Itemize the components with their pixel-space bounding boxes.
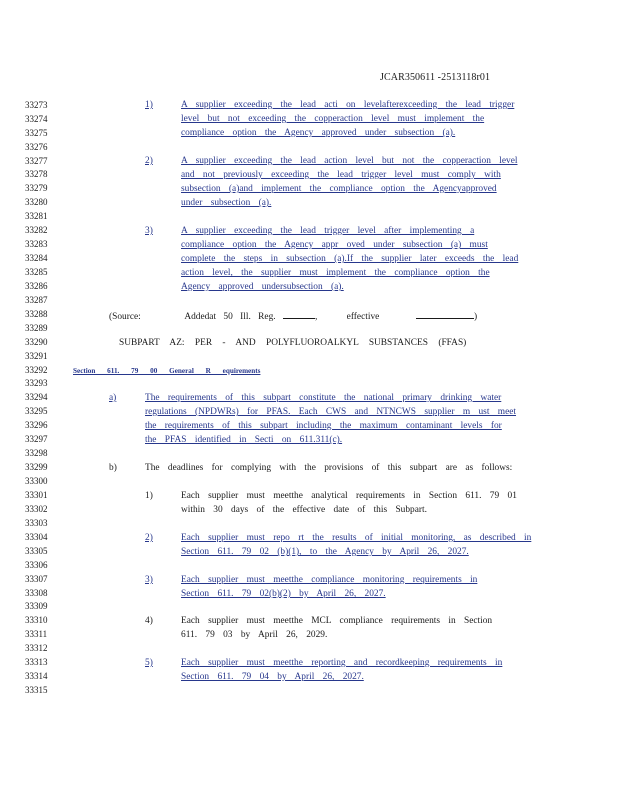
- line-number: 33287: [25, 295, 48, 305]
- reg-page-blank: [283, 310, 315, 319]
- subitem-text-line: within 30 days of the effective date of this Subpart.: [181, 505, 427, 515]
- line-number: 33302: [25, 504, 48, 514]
- item-marker: 2): [145, 156, 153, 166]
- line-number: 33281: [25, 211, 48, 221]
- item-text-line: A supplier exceeding the lead trigger level after implementing a: [181, 226, 475, 236]
- item-text-line: Agency approved undersubsection (a).: [181, 282, 344, 292]
- source-note: (Source: Addedat 50 Ill. Reg. , effective ): [109, 312, 478, 322]
- source-text: Addedat 50 Ill. Reg.: [184, 312, 276, 322]
- paragraph-text-line: The deadlines for complying with the provisions of this subpart are as follows:: [145, 463, 513, 473]
- line-number: 33291: [25, 351, 48, 361]
- line-number: 33284: [25, 253, 48, 263]
- item-text-line: A supplier exceeding the lead action level but not the copperaction level: [181, 156, 518, 166]
- line-number: 33273: [25, 100, 48, 110]
- subitem-text-line: Section 611. 79 02 (b)(1), to the Agency by April 26, 2027.: [181, 547, 469, 557]
- line-number: 33296: [25, 420, 48, 430]
- line-number: 33290: [25, 337, 48, 347]
- line-number: 33303: [25, 518, 48, 528]
- paragraph-text-line: the requirements of this subpart including the maximum contaminant levels for: [145, 421, 502, 431]
- item-text-line: subsection (a)and implement the compliance option the Agencyapproved: [181, 184, 497, 194]
- subitem-text-line: Each supplier must repo rt the results of initial monitoring, as described in: [181, 533, 532, 543]
- item-text-line: action level, the supplier must implement the compliance option the: [181, 268, 490, 278]
- line-number: 33280: [25, 197, 48, 207]
- line-number: 33311: [25, 629, 48, 639]
- line-number: 33295: [25, 406, 48, 416]
- paragraph-marker: a): [109, 393, 117, 403]
- item-marker: 1): [145, 100, 153, 110]
- line-number: 33314: [25, 671, 48, 681]
- subpart-heading: SUBPART AZ: PER - AND POLYFLUOROALKYL SUBSTANCES (FFAS): [119, 338, 467, 348]
- line-number: 33301: [25, 490, 48, 500]
- subitem-text-line: Each supplier must meetthe compliance monitoring requirements in: [181, 575, 478, 585]
- subitem-text-line: Section 611. 79 04 by April 26, 2027.: [181, 672, 364, 682]
- line-number: 33307: [25, 574, 48, 584]
- item-marker: 3): [145, 226, 153, 236]
- line-number: 33292: [25, 365, 48, 375]
- item-text-line: A supplier exceeding the lead acti on levelafterexceeding the lead trigger: [181, 100, 515, 110]
- line-number: 33289: [25, 323, 48, 333]
- subitem-text-line: Each supplier must meetthe MCL compliance requirements in Section: [181, 616, 493, 626]
- item-text-line: complete the steps in subsection (a).If the supplier later exceeds the lead: [181, 254, 519, 264]
- line-number: 33286: [25, 281, 48, 291]
- line-number: 33285: [25, 267, 48, 277]
- paragraph-text-line: regulations (NPDWRs) for PFAS. Each CWS and NTNCWS supplier m ust meet: [145, 407, 517, 417]
- source-prefix: (Source:: [109, 312, 141, 322]
- line-number: 33299: [25, 462, 48, 472]
- source-close: ): [474, 312, 478, 322]
- line-number: 33313: [25, 657, 48, 667]
- subitem-text-line: 611. 79 03 by April 26, 2029.: [181, 630, 328, 640]
- line-number: 33315: [25, 685, 48, 695]
- section-heading: Section 611. 79 00 General R equirements: [73, 367, 261, 375]
- item-text-line: and not previously exceeding the lead trigger level must comply with: [181, 170, 501, 180]
- effective-date-blank: [416, 310, 474, 319]
- line-number: 33293: [25, 378, 48, 388]
- line-number: 33304: [25, 532, 48, 542]
- line-number: 33283: [25, 239, 48, 249]
- paragraph-text-line: The requirements of this subpart constitute the national primary drinking water: [145, 393, 502, 403]
- subitem-text-line: Each supplier must meetthe reporting and recordkeeping requirements in: [181, 658, 503, 668]
- line-number: 33278: [25, 169, 48, 179]
- subitem-marker: 2): [145, 533, 153, 543]
- subitem-marker: 4): [145, 616, 153, 626]
- subitem-marker: 1): [145, 491, 153, 501]
- line-number: 33298: [25, 448, 48, 458]
- line-number: 33288: [25, 309, 48, 319]
- line-number: 33294: [25, 392, 48, 402]
- line-number: 33282: [25, 225, 48, 235]
- item-text-line: compliance option the Agency appr oved under subsection (a) must: [181, 240, 488, 250]
- line-number: 33277: [25, 156, 48, 166]
- subitem-marker: 5): [145, 658, 153, 668]
- source-effective: effective: [346, 312, 380, 322]
- line-number: 33308: [25, 588, 48, 598]
- document-id: JCAR350611 -2513118r01: [380, 72, 491, 83]
- subitem-text-line: Each supplier must meetthe analytical requirements in Section 611. 79 01: [181, 491, 517, 501]
- paragraph-marker: b): [109, 463, 117, 473]
- item-text-line: under subsection (a).: [181, 198, 272, 208]
- line-number: 33276: [25, 142, 48, 152]
- line-number: 33279: [25, 183, 48, 193]
- subitem-text-line: Section 611. 79 02(b)(2) by April 26, 2027.: [181, 589, 386, 599]
- line-number: 33300: [25, 476, 48, 486]
- line-number: 33275: [25, 128, 48, 138]
- line-number: 33312: [25, 643, 48, 653]
- paragraph-text-line: the PFAS identified in Secti on 611.311(c).: [145, 435, 343, 445]
- line-number: 33310: [25, 615, 48, 625]
- item-text-line: level but not exceeding the copperaction level must implement the: [181, 114, 485, 124]
- item-text-line: compliance option the Agency approved under subsection (a).: [181, 128, 456, 138]
- line-number: 33274: [25, 114, 48, 124]
- line-number: 33306: [25, 560, 48, 570]
- line-number: 33297: [25, 434, 48, 444]
- subitem-marker: 3): [145, 575, 153, 585]
- line-number: 33309: [25, 601, 48, 611]
- line-number: 33305: [25, 546, 48, 556]
